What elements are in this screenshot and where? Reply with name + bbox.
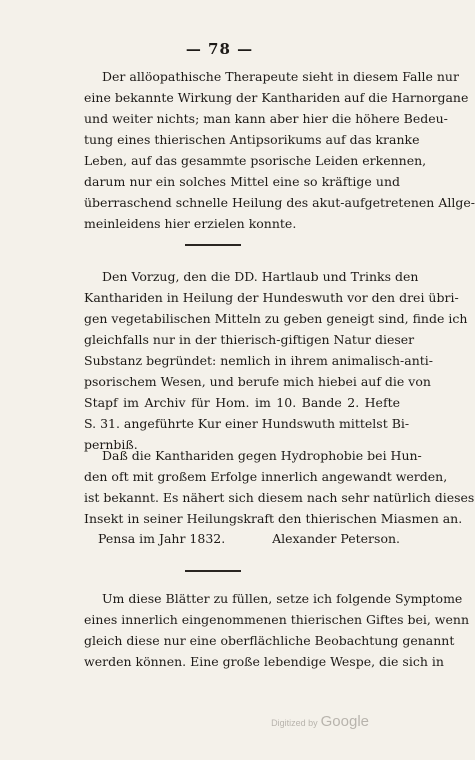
- text-line: Kanthariden in Heilung der Hundeswuth vor den drei übri-: [84, 290, 459, 305]
- text-line: Daß die Kanthariden gegen Hydrophobie bei Hun-: [102, 448, 422, 463]
- text-line: überraschend schnelle Heilung des akut-aufgetretenen Allge-: [84, 195, 475, 210]
- text-line: Den Vorzug, den die DD. Hartlaub und Trinks den: [102, 269, 419, 284]
- text-line: eine bekannte Wirkung der Kanthariden auf die Harnorgane: [84, 90, 469, 105]
- section-divider: [185, 244, 241, 246]
- paragraph-hundeswuth: [84, 266, 468, 455]
- signature-place: Pensa im Jahr 1832.: [98, 531, 226, 546]
- text-line: Leben, auf das gesammte psorische Leiden erkennen,: [84, 153, 427, 168]
- text-line: ist bekannt. Es nähert sich diesem nach sehr natürlich dieses: [84, 490, 475, 505]
- text-line: gleichfalls nur in der thierisch-giftigen Natur dieser: [84, 332, 415, 347]
- signature-line: [84, 528, 400, 549]
- text-line: gen vegetabilischen Mitteln zu geben geneigt sind, finde ich: [84, 311, 468, 326]
- text-line: psorischem Wesen, und berufe mich hiebei auf die von: [84, 374, 431, 389]
- text-line: Substanz begründet: nemlich in ihrem animalisch-anti-: [84, 353, 434, 368]
- paragraph-hydrophobie: [84, 445, 475, 529]
- google-logo: Google: [320, 713, 369, 730]
- text-line: Stapf im Archiv für Hom. im 10. Bande 2. Hefte: [84, 395, 400, 410]
- text-line: eines innerlich eingenommenen thierischen Giftes bei, wenn: [84, 612, 470, 627]
- digitized-watermark: [271, 713, 369, 730]
- text-line: Um diese Blätter zu füllen, setze ich folgende Symptome: [102, 591, 463, 606]
- text-line: pernbiß.: [84, 437, 138, 452]
- text-line: Der allöopathische Therapeute sieht in diesem Falle nur: [102, 69, 459, 84]
- paragraph-symptome: [84, 588, 470, 672]
- signature-author: Alexander Peterson.: [272, 531, 400, 546]
- text-line: Insekt in seiner Heilungskraft den thierischen Miasmen an.: [84, 511, 463, 526]
- text-line: den oft mit großem Erfolge innerlich angewandt werden,: [84, 469, 448, 484]
- text-line: gleich diese nur eine oberflächliche Beobachtung genannt: [84, 633, 455, 648]
- text-line: meinleidens hier erzielen konnte.: [84, 216, 297, 231]
- text-line: darum nur ein solches Mittel eine so kräftige und: [84, 174, 400, 189]
- text-line: werden können. Eine große lebendige Wespe, die sich in: [84, 654, 444, 669]
- text-line: und weiter nichts; man kann aber hier die höhere Bedeu-: [84, 111, 448, 126]
- paragraph-therapeute: [84, 66, 475, 234]
- text-line: tung eines thierischen Antipsorikums auf das kranke: [84, 132, 420, 147]
- section-divider: [185, 570, 241, 572]
- text-line: S. 31. angeführte Kur einer Hundswuth mittelst Bi-: [84, 416, 410, 431]
- page-number: — 78 —: [185, 40, 254, 58]
- watermark-prefix: Digitized by: [271, 718, 318, 728]
